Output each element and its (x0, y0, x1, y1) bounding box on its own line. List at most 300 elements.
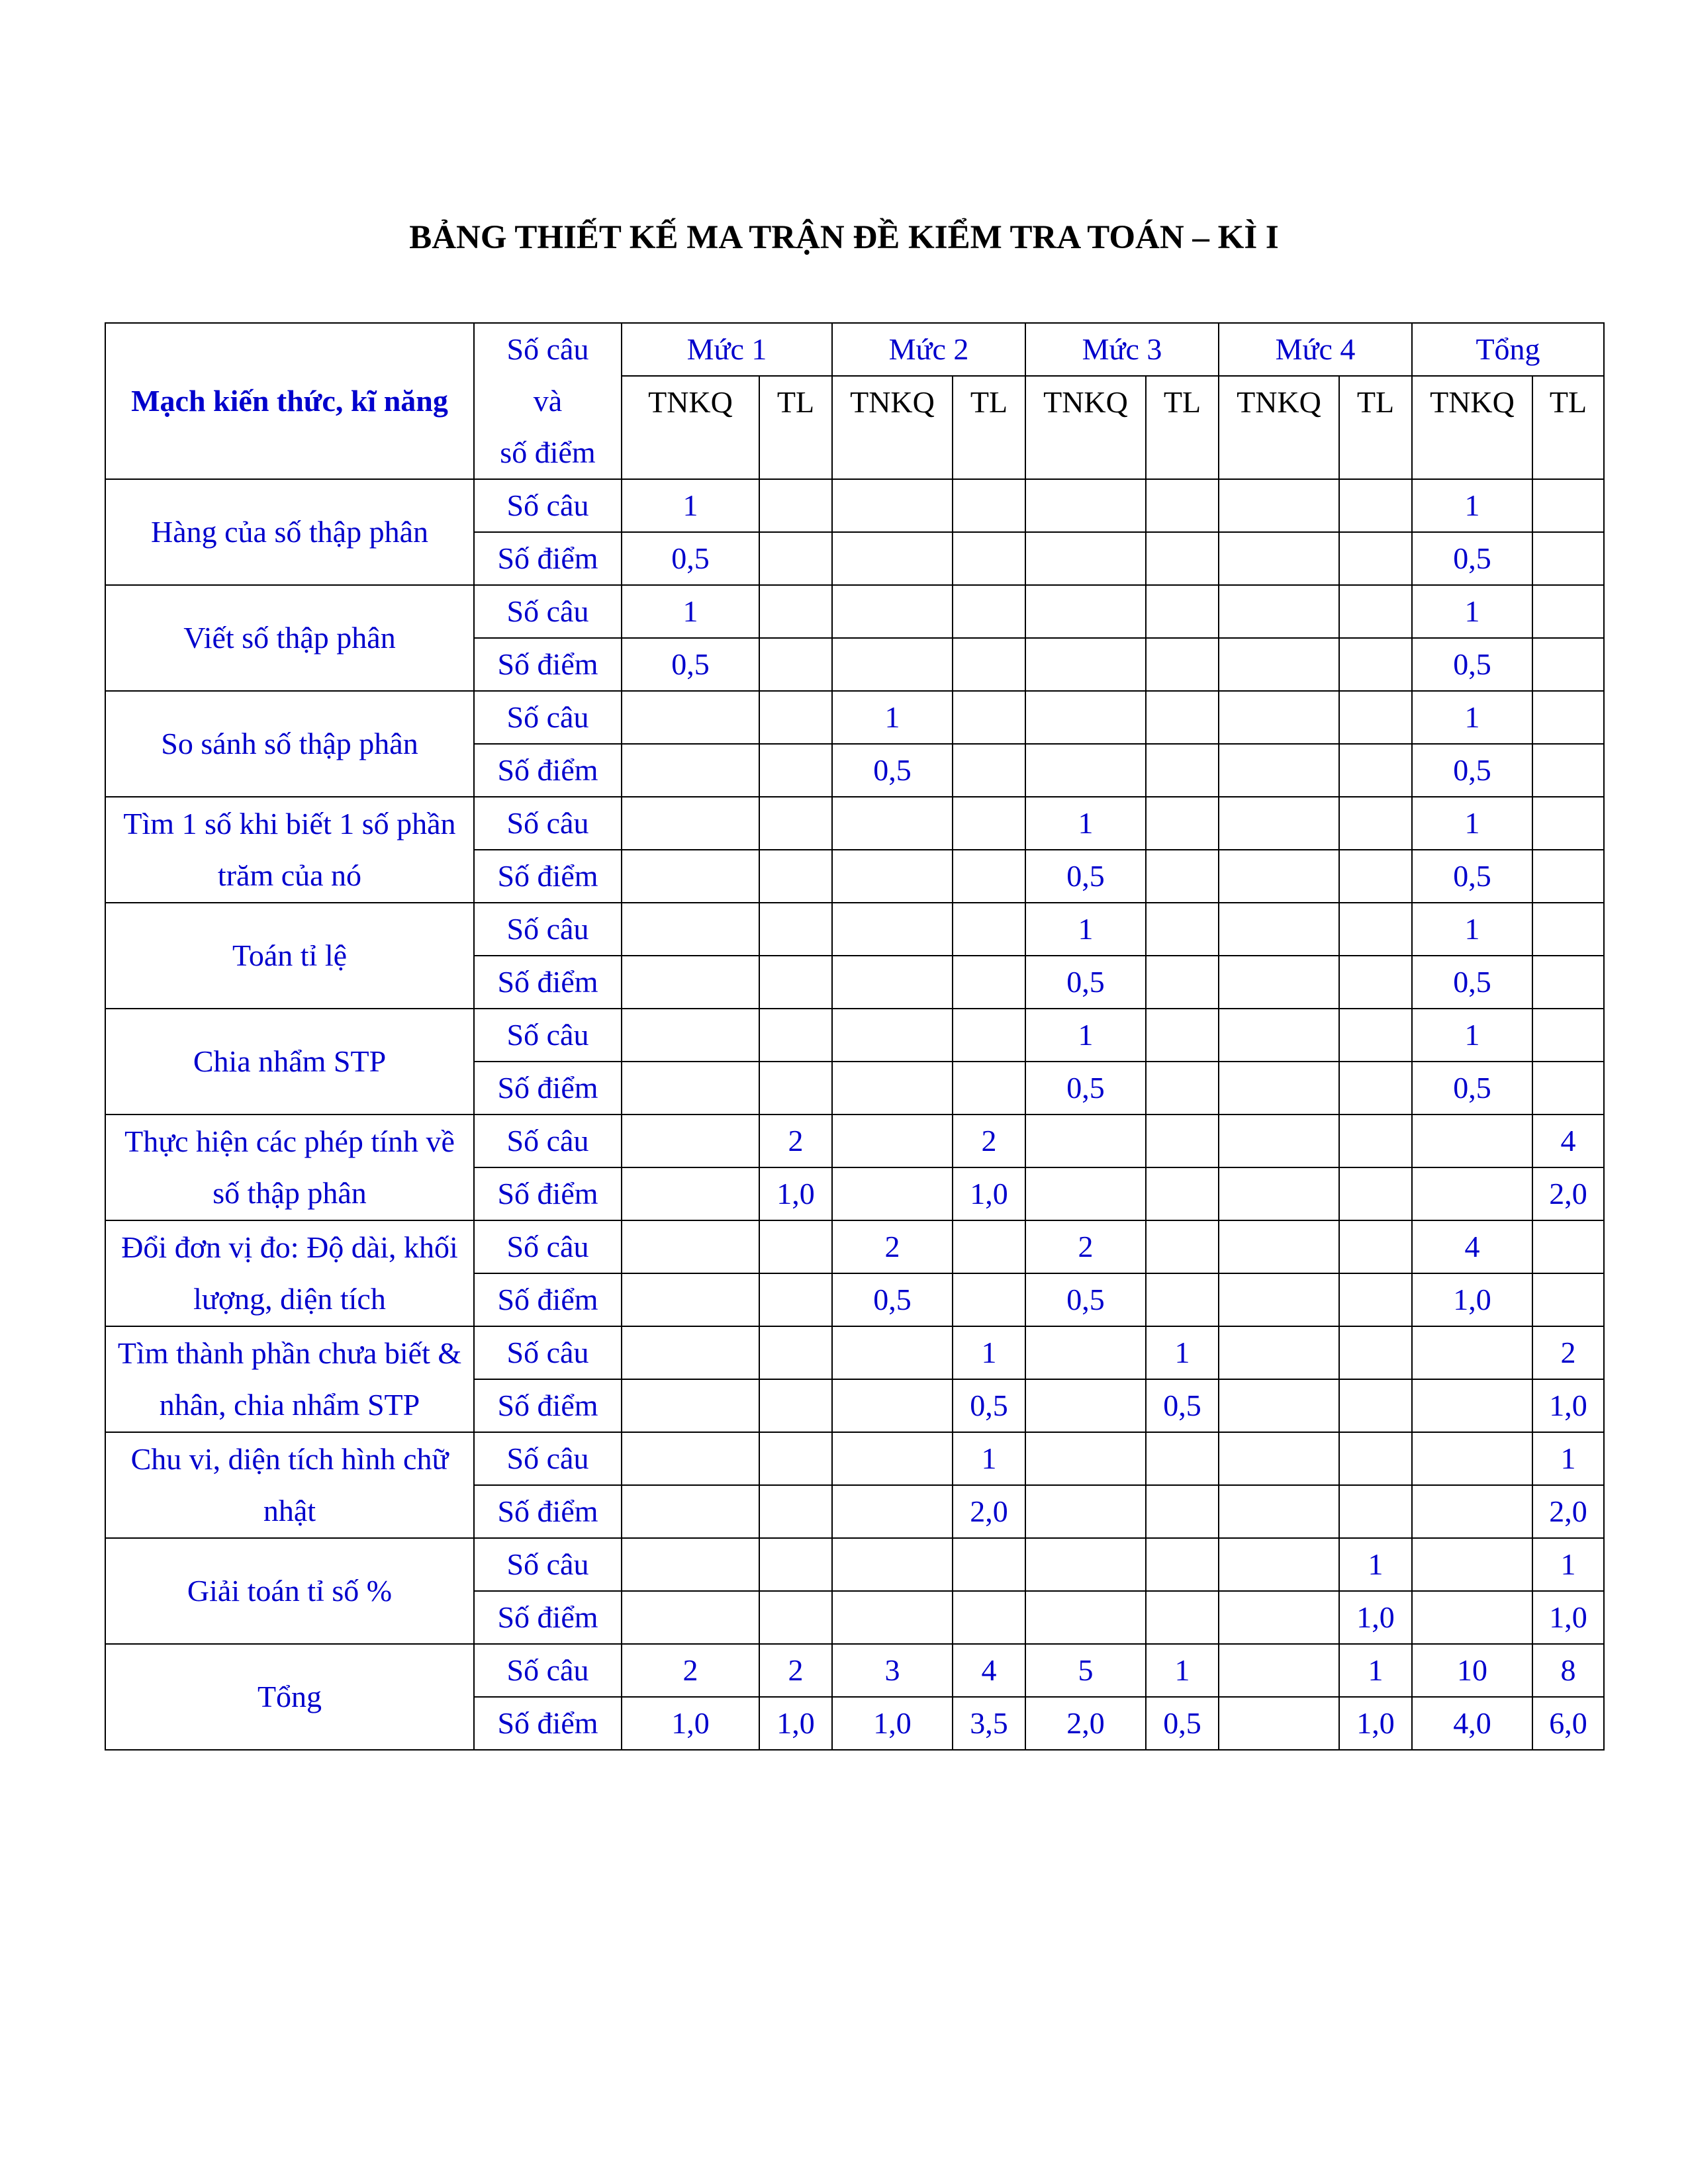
question-count-cell: 1 (1412, 479, 1532, 532)
question-count-cell: 5 (1025, 1644, 1146, 1697)
points-cell (953, 956, 1025, 1009)
question-count-cell (759, 1326, 832, 1379)
question-count-cell (1219, 1432, 1339, 1485)
row-label-questions: Số câu (474, 903, 622, 956)
points-cell (1532, 744, 1604, 797)
row-label-points: Số điểm (474, 1167, 622, 1220)
question-count-cell (832, 1115, 953, 1167)
table-row (105, 1326, 1604, 1379)
points-cell (1219, 1485, 1339, 1538)
row-label-questions: Số câu (474, 1538, 622, 1591)
question-count-cell (1339, 1115, 1412, 1167)
points-cell: 0,5 (1025, 1062, 1146, 1115)
question-count-cell: 8 (1532, 1644, 1604, 1697)
points-cell: 1,0 (1412, 1273, 1532, 1326)
question-count-cell (622, 797, 759, 850)
question-count-cell (1339, 585, 1412, 638)
question-count-cell: 4 (953, 1644, 1025, 1697)
points-cell (759, 1485, 832, 1538)
row-label-questions: Số câu (474, 1644, 622, 1697)
points-cell: 1,0 (759, 1167, 832, 1220)
question-count-cell (1219, 691, 1339, 744)
points-cell: 3,5 (953, 1697, 1025, 1750)
question-count-cell (953, 903, 1025, 956)
points-cell: 1,0 (622, 1697, 759, 1750)
question-count-cell (1146, 797, 1219, 850)
points-cell: 1,0 (1339, 1591, 1412, 1644)
points-cell (953, 1273, 1025, 1326)
topic-name: Tổng (105, 1644, 474, 1750)
question-count-cell (1146, 1432, 1219, 1485)
row-label-points: Số điểm (474, 1697, 622, 1750)
table-row (105, 797, 1604, 850)
points-cell (1146, 1485, 1219, 1538)
question-count-cell: 1 (1146, 1644, 1219, 1697)
question-count-cell (759, 797, 832, 850)
points-cell (1025, 638, 1146, 691)
question-count-cell (832, 1009, 953, 1062)
question-count-cell (759, 585, 832, 638)
header-sub-tl: TL (1532, 376, 1604, 479)
points-cell (1339, 1062, 1412, 1115)
question-count-cell: 2 (759, 1644, 832, 1697)
question-count-cell: 1 (1532, 1432, 1604, 1485)
row-label-points: Số điểm (474, 850, 622, 903)
table-row (105, 1432, 1604, 1485)
question-count-cell (1025, 1115, 1146, 1167)
row-label-points: Số điểm (474, 1591, 622, 1644)
points-cell (1025, 1167, 1146, 1220)
question-count-cell: 2 (1025, 1220, 1146, 1273)
header-sub-tnkq: TNKQ (1025, 376, 1146, 479)
question-count-cell (953, 585, 1025, 638)
header-topic (105, 323, 474, 479)
points-cell (1219, 850, 1339, 903)
question-count-cell (1025, 585, 1146, 638)
question-count-cell (1412, 1432, 1532, 1485)
question-count-cell: 1 (832, 691, 953, 744)
question-count-cell (1339, 1326, 1412, 1379)
points-cell (832, 956, 953, 1009)
question-count-cell (1339, 1432, 1412, 1485)
row-label-points: Số điểm (474, 1273, 622, 1326)
points-cell (832, 638, 953, 691)
row-label-questions: Số câu (474, 585, 622, 638)
points-cell (1339, 1273, 1412, 1326)
question-count-cell (622, 1538, 759, 1591)
question-count-cell (1339, 797, 1412, 850)
topic-name: Toán tỉ lệ (105, 903, 474, 1009)
topic-name: Viết số thập phân (105, 585, 474, 691)
question-count-cell (1532, 479, 1604, 532)
question-count-cell: 1 (1412, 691, 1532, 744)
question-count-cell (832, 479, 953, 532)
question-count-cell (1219, 903, 1339, 956)
question-count-cell: 2 (1532, 1326, 1604, 1379)
points-cell: 0,5 (832, 1273, 953, 1326)
points-cell: 0,5 (1412, 956, 1532, 1009)
header-count-line2: và (533, 384, 563, 418)
points-cell (953, 532, 1025, 585)
question-count-cell (1412, 1538, 1532, 1591)
row-label-points: Số điểm (474, 638, 622, 691)
question-count-cell: 1 (1025, 1009, 1146, 1062)
question-count-cell: 10 (1412, 1644, 1532, 1697)
question-count-cell (1339, 1220, 1412, 1273)
points-cell: 0,5 (953, 1379, 1025, 1432)
question-count-cell (1025, 691, 1146, 744)
question-count-cell: 4 (1412, 1220, 1532, 1273)
points-cell (759, 1273, 832, 1326)
question-count-cell (1146, 903, 1219, 956)
points-cell (832, 1167, 953, 1220)
row-label-questions: Số câu (474, 1220, 622, 1273)
points-cell: 0,5 (1412, 744, 1532, 797)
topic-name: Thực hiện các phép tính về số thập phân (105, 1115, 474, 1220)
question-count-cell (1219, 1115, 1339, 1167)
points-cell: 0,5 (622, 638, 759, 691)
question-count-cell (832, 585, 953, 638)
points-cell (622, 956, 759, 1009)
points-cell: 1,0 (832, 1697, 953, 1750)
points-cell (1339, 1485, 1412, 1538)
points-cell (1339, 1167, 1412, 1220)
points-cell (832, 1379, 953, 1432)
header-level-4: Mức 4 (1219, 323, 1412, 376)
points-cell (1146, 638, 1219, 691)
row-label-questions: Số câu (474, 1326, 622, 1379)
question-count-cell: 2 (832, 1220, 953, 1273)
question-count-cell (832, 1432, 953, 1485)
row-label-questions: Số câu (474, 1115, 622, 1167)
points-cell (1339, 744, 1412, 797)
points-cell (953, 744, 1025, 797)
points-cell (1025, 1591, 1146, 1644)
header-row-levels (105, 323, 1604, 376)
points-cell: 0,5 (1025, 1273, 1146, 1326)
table-row (105, 1115, 1604, 1167)
row-label-questions: Số câu (474, 1432, 622, 1485)
points-cell (759, 1062, 832, 1115)
question-count-cell (759, 1538, 832, 1591)
points-cell (759, 1379, 832, 1432)
points-cell (759, 638, 832, 691)
points-cell (832, 850, 953, 903)
points-cell (953, 850, 1025, 903)
points-cell (759, 956, 832, 1009)
question-count-cell (1025, 1538, 1146, 1591)
table-row (105, 479, 1604, 532)
points-cell (832, 532, 953, 585)
points-cell (1219, 638, 1339, 691)
question-count-cell (832, 903, 953, 956)
question-count-cell: 1 (622, 479, 759, 532)
question-count-cell (1532, 1220, 1604, 1273)
question-count-cell (953, 1009, 1025, 1062)
question-count-cell (1219, 1009, 1339, 1062)
question-count-cell: 1 (1025, 903, 1146, 956)
question-count-cell (1146, 1538, 1219, 1591)
row-label-questions: Số câu (474, 479, 622, 532)
question-count-cell: 4 (1532, 1115, 1604, 1167)
points-cell (953, 1062, 1025, 1115)
points-cell (1532, 956, 1604, 1009)
points-cell (1339, 638, 1412, 691)
points-cell (1025, 744, 1146, 797)
points-cell (1025, 532, 1146, 585)
table-row (105, 585, 1604, 638)
header-level-1: Mức 1 (622, 323, 832, 376)
question-count-cell (759, 1009, 832, 1062)
points-cell (1146, 1167, 1219, 1220)
question-count-cell (832, 1538, 953, 1591)
points-cell (1412, 1379, 1532, 1432)
question-count-cell: 1 (1412, 1009, 1532, 1062)
question-count-cell (1219, 1644, 1339, 1697)
question-count-cell (622, 1115, 759, 1167)
points-cell: 4,0 (1412, 1697, 1532, 1750)
question-count-cell (1146, 479, 1219, 532)
points-cell: 0,5 (832, 744, 953, 797)
exam-matrix-table (105, 322, 1605, 1751)
points-cell (622, 1485, 759, 1538)
header-count-points (474, 323, 622, 479)
points-cell (622, 1062, 759, 1115)
points-cell (622, 1167, 759, 1220)
question-count-cell (953, 691, 1025, 744)
points-cell: 0,5 (1412, 638, 1532, 691)
topic-name: Đổi đơn vị đo: Độ dài, khối lượng, diện tích (105, 1220, 474, 1326)
question-count-cell: 1 (1412, 585, 1532, 638)
question-count-cell (832, 1326, 953, 1379)
question-count-cell: 2 (759, 1115, 832, 1167)
question-count-cell: 1 (622, 585, 759, 638)
question-count-cell: 2 (953, 1115, 1025, 1167)
question-count-cell (622, 1326, 759, 1379)
points-cell: 2,0 (1025, 1697, 1146, 1750)
question-count-cell (953, 797, 1025, 850)
topic-name: Chia nhẩm STP (105, 1009, 474, 1115)
header-sub-tl: TL (953, 376, 1025, 479)
points-cell: 1,0 (759, 1697, 832, 1750)
points-cell (1025, 1485, 1146, 1538)
header-level-2: Mức 2 (832, 323, 1025, 376)
points-cell (622, 1379, 759, 1432)
question-count-cell: 2 (622, 1644, 759, 1697)
header-sub-tl: TL (1339, 376, 1412, 479)
points-cell: 1,0 (1339, 1697, 1412, 1750)
question-count-cell (1219, 1326, 1339, 1379)
header-total: Tổng (1412, 323, 1604, 376)
row-label-questions: Số câu (474, 691, 622, 744)
topic-name: Chu vi, diện tích hình chữ nhật (105, 1432, 474, 1538)
row-label-questions: Số câu (474, 1009, 622, 1062)
question-count-cell (1146, 1220, 1219, 1273)
points-cell (953, 638, 1025, 691)
header-level-3: Mức 3 (1025, 323, 1219, 376)
question-count-cell (1412, 1326, 1532, 1379)
points-cell: 0,5 (1146, 1697, 1219, 1750)
question-count-cell (1219, 585, 1339, 638)
points-cell (1339, 1379, 1412, 1432)
points-cell (622, 850, 759, 903)
points-cell (1146, 744, 1219, 797)
points-cell (832, 1062, 953, 1115)
question-count-cell: 1 (1412, 797, 1532, 850)
header-sub-tnkq: TNKQ (622, 376, 759, 479)
points-cell (1219, 1167, 1339, 1220)
points-cell (1412, 1485, 1532, 1538)
question-count-cell (832, 797, 953, 850)
question-count-cell (1146, 585, 1219, 638)
question-count-cell (1219, 479, 1339, 532)
question-count-cell (622, 1220, 759, 1273)
question-count-cell (1532, 691, 1604, 744)
question-count-cell (1025, 479, 1146, 532)
points-cell: 0,5 (1025, 850, 1146, 903)
points-cell: 0,5 (1412, 850, 1532, 903)
question-count-cell (759, 903, 832, 956)
row-label-points: Số điểm (474, 1379, 622, 1432)
row-label-points: Số điểm (474, 532, 622, 585)
topic-name: Tìm thành phần chưa biết & nhân, chia nhẩm STP (105, 1326, 474, 1432)
points-cell (1412, 1591, 1532, 1644)
points-cell (622, 1591, 759, 1644)
question-count-cell (759, 479, 832, 532)
points-cell (1339, 956, 1412, 1009)
table-row (105, 691, 1604, 744)
points-cell: 0,5 (1025, 956, 1146, 1009)
points-cell (1219, 1273, 1339, 1326)
question-count-cell: 1 (1339, 1538, 1412, 1591)
points-cell: 1,0 (1532, 1379, 1604, 1432)
points-cell (622, 1273, 759, 1326)
points-cell: 6,0 (1532, 1697, 1604, 1750)
points-cell (1146, 850, 1219, 903)
question-count-cell (1339, 903, 1412, 956)
points-cell (1219, 956, 1339, 1009)
points-cell: 0,5 (1146, 1379, 1219, 1432)
table-row (105, 1538, 1604, 1591)
question-count-cell (1532, 903, 1604, 956)
points-cell (832, 1591, 953, 1644)
question-count-cell (1339, 691, 1412, 744)
question-count-cell (1219, 1220, 1339, 1273)
points-cell (759, 850, 832, 903)
question-count-cell (1146, 691, 1219, 744)
question-count-cell (622, 1432, 759, 1485)
question-count-cell (622, 1009, 759, 1062)
question-count-cell (622, 903, 759, 956)
points-cell (759, 532, 832, 585)
header-topic-label: Mạch kiến thức, kĩ năng (131, 384, 448, 418)
topic-name: Hàng của số thập phân (105, 479, 474, 585)
points-cell: 1,0 (953, 1167, 1025, 1220)
header-count-line1: Số câu (506, 332, 589, 366)
row-label-points: Số điểm (474, 956, 622, 1009)
question-count-cell (759, 1220, 832, 1273)
header-sub-tnkq: TNKQ (832, 376, 953, 479)
header-sub-tl: TL (1146, 376, 1219, 479)
points-cell (1219, 532, 1339, 585)
question-count-cell: 1 (1339, 1644, 1412, 1697)
question-count-cell (759, 691, 832, 744)
points-cell (1146, 532, 1219, 585)
question-count-cell (1219, 797, 1339, 850)
question-count-cell (1146, 1115, 1219, 1167)
points-cell (1146, 1591, 1219, 1644)
points-cell (1532, 638, 1604, 691)
question-count-cell: 1 (1025, 797, 1146, 850)
question-count-cell (759, 1432, 832, 1485)
question-count-cell: 1 (1412, 903, 1532, 956)
question-count-cell (1532, 585, 1604, 638)
question-count-cell (1339, 1009, 1412, 1062)
points-cell (1412, 1167, 1532, 1220)
points-cell (832, 1485, 953, 1538)
points-cell: 0,5 (1412, 532, 1532, 585)
row-label-points: Số điểm (474, 1485, 622, 1538)
question-count-cell (1025, 1432, 1146, 1485)
header-sub-tnkq: TNKQ (1412, 376, 1532, 479)
points-cell (1219, 744, 1339, 797)
row-label-points: Số điểm (474, 1062, 622, 1115)
points-cell (1532, 1062, 1604, 1115)
points-cell: 2,0 (953, 1485, 1025, 1538)
points-cell (1532, 1273, 1604, 1326)
question-count-cell (953, 479, 1025, 532)
points-cell (1219, 1062, 1339, 1115)
points-cell (1339, 850, 1412, 903)
points-cell (1219, 1591, 1339, 1644)
table-row (105, 1009, 1604, 1062)
question-count-cell: 1 (1532, 1538, 1604, 1591)
question-count-cell (622, 691, 759, 744)
points-cell (953, 1591, 1025, 1644)
topic-name: Giải toán tỉ số % (105, 1538, 474, 1644)
points-cell: 1,0 (1532, 1591, 1604, 1644)
topic-name: Tìm 1 số khi biết 1 số phần trăm của nó (105, 797, 474, 903)
row-label-questions: Số câu (474, 797, 622, 850)
topic-name: So sánh số thập phân (105, 691, 474, 797)
points-cell (1532, 532, 1604, 585)
points-cell (1532, 850, 1604, 903)
question-count-cell (1025, 1326, 1146, 1379)
points-cell: 2,0 (1532, 1485, 1604, 1538)
points-cell: 0,5 (622, 532, 759, 585)
table-row (105, 1644, 1604, 1697)
question-count-cell (1412, 1115, 1532, 1167)
question-count-cell: 1 (953, 1432, 1025, 1485)
points-cell: 2,0 (1532, 1167, 1604, 1220)
question-count-cell (1339, 479, 1412, 532)
points-cell: 0,5 (1412, 1062, 1532, 1115)
table-row (105, 903, 1604, 956)
points-cell (1219, 1379, 1339, 1432)
points-cell (1339, 532, 1412, 585)
row-label-points: Số điểm (474, 744, 622, 797)
points-cell (1146, 1062, 1219, 1115)
points-cell (1146, 1273, 1219, 1326)
question-count-cell: 1 (953, 1326, 1025, 1379)
page-title: BẢNG THIẾT KẾ MA TRẬN ĐỀ KIỂM TRA TOÁN – KÌ I (409, 219, 1279, 256)
question-count-cell (1532, 1009, 1604, 1062)
points-cell (1146, 956, 1219, 1009)
points-cell (1025, 1379, 1146, 1432)
points-cell (759, 1591, 832, 1644)
question-count-cell (1219, 1538, 1339, 1591)
question-count-cell (953, 1538, 1025, 1591)
